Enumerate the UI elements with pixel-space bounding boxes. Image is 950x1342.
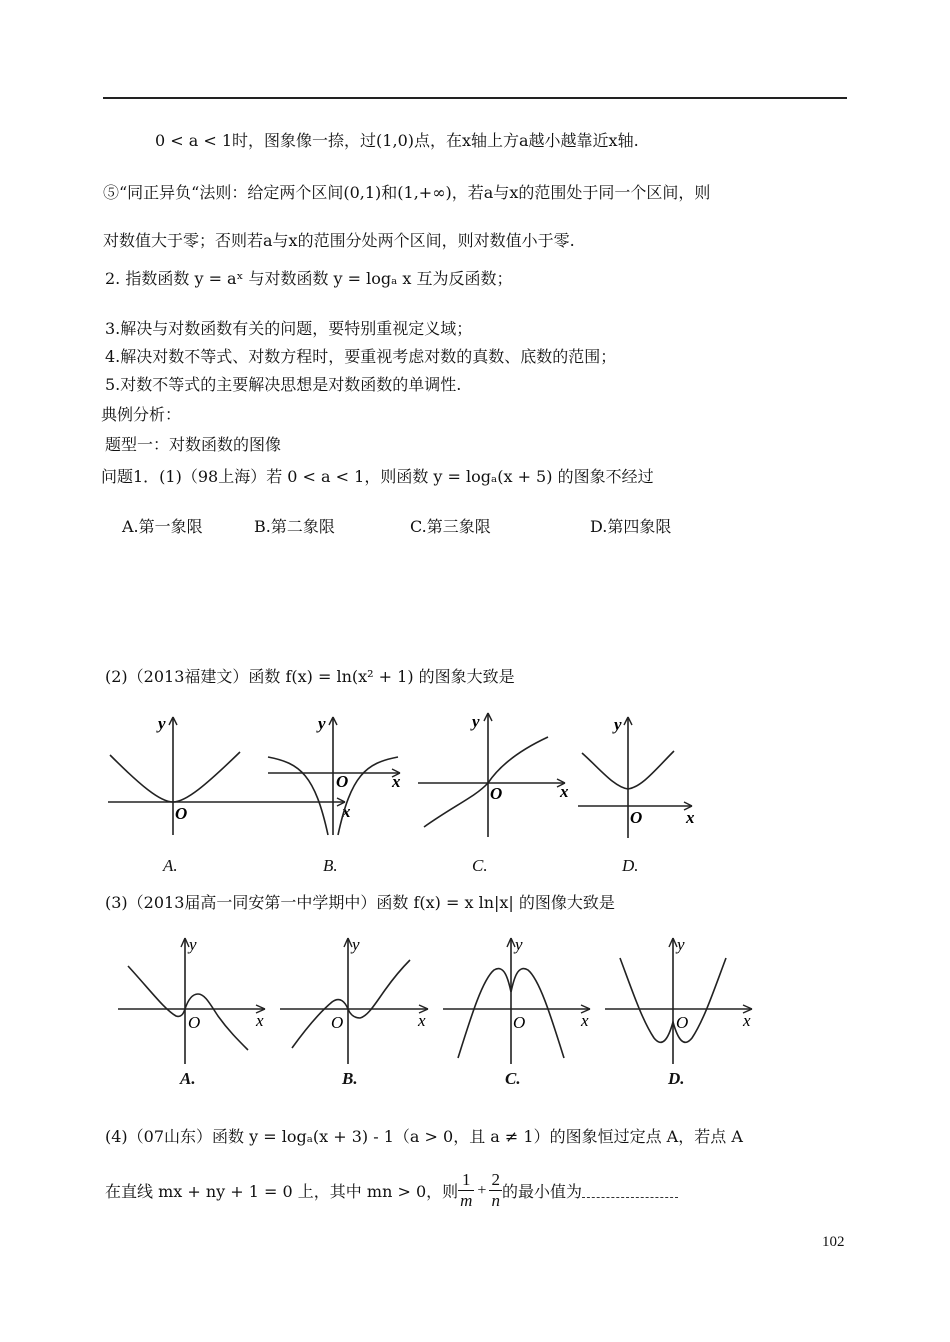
origin-label: O	[188, 1013, 201, 1032]
option-c: C.第三象限	[410, 517, 491, 536]
q2-label-a: A.	[163, 856, 178, 875]
rule-5-line2: 对数值大于零；否则若a与x的范围分处两个区间，则对数值小于零.	[103, 231, 575, 250]
curve	[128, 966, 248, 1050]
q4-prefix: 在直线 mx + ny + 1 = 0 上，其中 mn > 0，则	[105, 1182, 459, 1201]
origin-label: O	[630, 808, 643, 827]
y-label: y	[614, 715, 622, 734]
y-label: y	[352, 935, 360, 954]
y-label: y	[472, 712, 480, 731]
q2d-arrows	[624, 717, 692, 810]
item-5: 5.对数不等式的主要解决思想是对数函数的单调性.	[105, 375, 462, 394]
curve	[110, 752, 240, 802]
header-rule	[103, 97, 847, 99]
option-b: B.第二象限	[254, 517, 335, 536]
q2-graphs	[100, 705, 720, 840]
q2-graph-c	[418, 713, 565, 837]
question-2: (2)（2013福建文）函数 f(x) = ln(x² + 1) 的图象大致是	[105, 667, 515, 686]
y-label: y	[318, 714, 326, 733]
q2-graph-a	[108, 717, 345, 835]
question-4-line1: (4)（07山东）函数 y = logₐ(x + 3) - 1（a > 0，且 a ≠ 1）的图象恒过定点 A，若点 A	[105, 1127, 743, 1146]
q3-graph-a	[118, 938, 265, 1064]
curve	[292, 960, 410, 1048]
x-label: x	[743, 1011, 751, 1030]
q2-label-b: B.	[323, 856, 338, 875]
curve-right	[338, 757, 398, 835]
q2-label-c: C.	[472, 856, 488, 875]
frac2-numerator: 2	[491, 1170, 500, 1189]
y-label: y	[677, 935, 685, 954]
origin-label: O	[513, 1013, 526, 1032]
x-label: x	[581, 1011, 589, 1030]
frac1-numerator: 1	[458, 1170, 474, 1191]
item-2: 2. 指数函数 y = aˣ 与对数函数 y = logₐ x 互为反函数；	[105, 269, 513, 288]
q3-label-b: B.	[342, 1069, 358, 1088]
origin-label: O	[490, 784, 503, 803]
x-label: x	[686, 808, 695, 827]
origin-label: O	[331, 1013, 344, 1032]
section-heading: 典例分析：	[101, 405, 182, 424]
q3-label-a: A.	[180, 1069, 196, 1088]
x-label: x	[342, 802, 351, 821]
item-4: 4.解决对数不等式、对数方程时，要重视考虑对数的真数、底数的范围；	[105, 347, 617, 366]
origin-label: O	[175, 804, 188, 823]
origin-label: O	[676, 1013, 689, 1032]
q3-graph-c	[443, 938, 590, 1064]
x-label: x	[560, 782, 569, 801]
q2b-arrows	[329, 717, 400, 777]
q3-label-d: D.	[668, 1069, 685, 1088]
option-d: D.第四象限	[590, 517, 672, 536]
option-a: A.第一象限	[122, 517, 203, 536]
fraction-2-over-n	[489, 1170, 502, 1211]
q3-graph-b	[280, 938, 428, 1064]
type-1-heading: 题型一：对数函数的图像	[105, 435, 282, 454]
y-label: y	[515, 935, 523, 954]
line-0a1: 0 < a < 1时，图象像一捺，过(1,0)点，在x轴上方a越小越靠近x轴.	[155, 131, 639, 150]
curve-left	[268, 757, 328, 835]
plus-sign: +	[477, 1181, 487, 1199]
q4-suffix: 的最小值为	[501, 1182, 582, 1201]
q3-label-c: C.	[505, 1069, 521, 1088]
y-label: y	[158, 714, 166, 733]
page-number: 102	[822, 1234, 845, 1250]
answer-blank	[582, 1183, 678, 1198]
frac2-denominator: n	[491, 1191, 500, 1210]
y-label: y	[189, 935, 197, 954]
q3-graph-d	[605, 938, 752, 1064]
q2-label-d: D.	[622, 856, 639, 875]
question-1: 问题1．(1)（98上海）若 0 < a < 1，则函数 y = logₐ(x + 5) 的图象不经过	[101, 467, 654, 486]
curve	[424, 737, 548, 827]
fraction-1-over-m	[458, 1170, 474, 1211]
rule-5-line1: ⑤“同正异负“法则：给定两个区间(0,1)和(1,+∞)，若a与x的范围处于同一个区间，则	[103, 183, 711, 202]
origin-label: O	[336, 772, 349, 791]
x-label: x	[418, 1011, 426, 1030]
item-3: 3.解决与对数函数有关的问题，要特别重视定义域；	[105, 319, 473, 338]
x-label: x	[392, 772, 401, 791]
question-4-line2	[105, 1170, 678, 1211]
q3-graphs	[110, 930, 760, 1070]
frac1-denominator: m	[460, 1191, 473, 1210]
q2-graph-b	[268, 717, 400, 835]
x-label: x	[256, 1011, 264, 1030]
question-3: (3)（2013届高一同安第一中学期中）函数 f(x) = x ln|x| 的图像大致是	[105, 893, 615, 912]
